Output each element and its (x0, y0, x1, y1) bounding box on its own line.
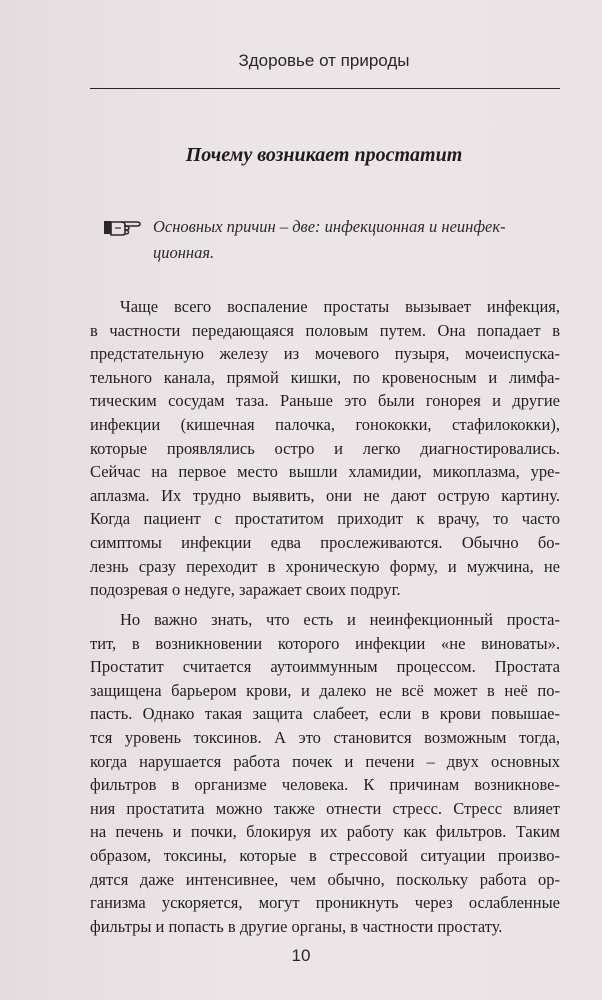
text-line: дятся даже интенсивнее, чем обычно, поскольку работа ор- (90, 869, 560, 889)
text-line: симптомы инфекции едва прослеживаются. Обычно бо- (90, 532, 560, 552)
text-line: Чаще всего воспаление простаты вызывает инфекция, (120, 297, 560, 316)
note-text (153, 214, 506, 266)
text-line: ния простатита можно также отнести стресс. Стресс влияет (90, 798, 560, 818)
text-line: предстательную железу из мочевого пузыря, мочеиспуска- (90, 344, 560, 364)
key-point-note (103, 214, 563, 266)
text-line: образом, токсины, которые в стрессовой ситуации произво- (90, 845, 560, 865)
paragraph-infection (90, 295, 560, 602)
page-number: 10 (291, 946, 311, 965)
text-line: тическим сосудам таза. Раньше это были гонорея и другие (90, 391, 560, 411)
text-line: Когда пациент с простатитом приходит к врачу, то часто (90, 509, 560, 529)
note-line: ционная. (153, 243, 215, 262)
text-line: Простатит считается аутоиммунным процессом. Простата (90, 657, 560, 677)
text-line: Сейчас на первое место вышли хламидии, микоплазма, уре- (90, 462, 560, 482)
text-line: которые проявлялись остро и легко диагностировались. (90, 438, 560, 458)
text-line: фильтры и попасть в другие органы, в частности простату. (90, 916, 503, 936)
note-line: Основных причин – две: инфекционная и неинфек- (153, 217, 506, 236)
text-line: ганизма ускоряется, могут проникнуть через ослабленные (90, 893, 560, 913)
running-head: Здоровье от природы (238, 51, 410, 70)
text-line: подозревая о недуге, заражает своих подруг. (90, 580, 401, 600)
text-line: пасть. Однако такая защита слабеет, если в крови повышае- (90, 704, 560, 724)
text-line: в частности передающаяся половым путем. Она попадает в (90, 320, 560, 340)
text-line: лезнь сразу переходит в хроническую форму, и мужчина, не (90, 556, 560, 576)
text-line: когда нарушается работа почек и печени – двух основных (90, 751, 560, 771)
text-line: аплазма. Их трудно выявить, они не дают острую картину. (90, 485, 560, 505)
paragraph-noninfectious (90, 608, 560, 938)
text-line: тельного канала, прямой кишки, по кровеносным и лимфа- (90, 367, 560, 387)
text-line: Но важно знать, что есть и неинфекционный проста- (120, 610, 560, 629)
text-line: инфекции (кишечная палочка, гонококки, стафилококки), (90, 414, 560, 434)
text-line: фильтров в организме человека. К причинам возникнове- (90, 775, 560, 795)
pointing-hand-icon (103, 216, 141, 238)
header-rule (90, 88, 560, 89)
text-line: защищена барьером крови, и далеко не всё может в неё по- (90, 680, 560, 700)
text-line: тит, в возникновении которого инфекции «не виноваты». (90, 633, 560, 653)
text-line: тся уровень токсинов. А это становится возможным тогда, (90, 727, 560, 747)
text-line: на печень и почки, блокируя их работу как фильтров. Таким (90, 822, 560, 842)
section-heading: Почему возникает простатит (185, 144, 463, 166)
